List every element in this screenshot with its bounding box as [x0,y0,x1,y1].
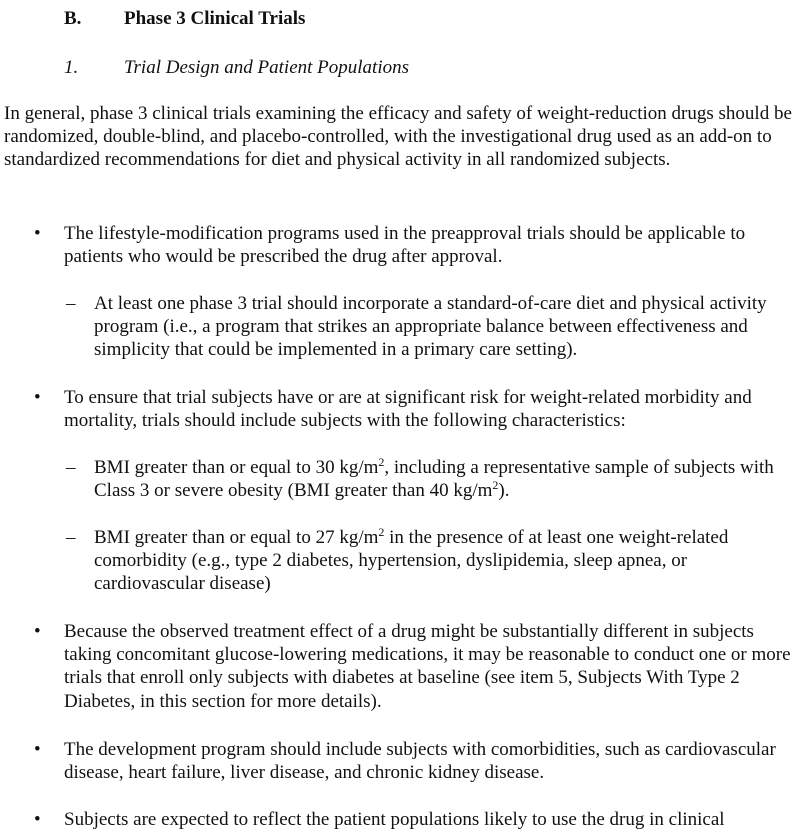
subsection-number: 1. [64,57,79,78]
text-segment: ). [498,480,510,502]
bullet-marker: • [34,739,41,760]
bullet-marker: • [34,621,41,642]
dash-marker: – [66,457,76,478]
superscript: 2 [378,455,385,469]
bullet-text: Because the observed treatment effect of a drug might be substantially different in subjects taking concomitant glucose-lowering medications, it may be reasonable to conduct one or more trials that enroll only subjects with diabetes at baseline (see item 5, Subjects With Type 2 Diabetes, in this section for more details). [64,621,791,712]
subsection-title: Trial Design and Patient Populations [124,57,410,78]
section-title: Phase 3 Clinical Trials [124,8,306,29]
sub-item-bmi-30 [66,455,784,502]
dash-marker: – [66,527,76,548]
bullet-item-glucose [34,620,794,713]
bullet-marker: • [34,387,41,408]
text-segment: , including a representative sample of subjects with Class 3 or severe obesity (BMI greater than 40 kg/m [94,457,774,502]
bullet-item-lifestyle [34,222,794,268]
dash-marker: – [66,293,76,314]
bullet-text: To ensure that trial subjects have or are at significant risk for weight-related morbidity and mortality, trials should include subjects with the following characteristics: [64,387,752,432]
sub-item-text: At least one phase 3 trial should incorporate a standard-of-care diet and physical activity program (i.e., a program that strikes an appropriate balance between effectiveness and simplicity that could be implemented in a primary care setting). [94,293,767,361]
superscript: 2 [378,525,385,539]
bullet-item-populations [34,808,794,831]
section-letter: B. [64,8,82,29]
intro-paragraph: In general, phase 3 clinical trials examining the efficacy and safety of weight-reduction drugs should be randomized, double-blind, and placebo-controlled, with the investigational drug used as an add-on to standardized recommendations for diet and physical activity in all randomized subjects. [4,103,792,171]
bullet-text: The development program should include subjects with comorbidities, such as cardiovascular disease, heart failure, liver disease, and chronic kidney disease. [64,739,776,784]
bullet-item-risk [34,386,794,432]
bullet-text: Subjects are expected to reflect the patient populations likely to use the drug in clinical [64,809,725,830]
sub-item-text [94,456,784,502]
bullet-text: The lifestyle-modification programs used in the preapproval trials should be applicable to patients who would be prescribed the drug after approval. [64,223,746,268]
bullet-item-comorbidities [34,738,794,784]
sub-item-bmi-27 [66,525,784,596]
subsection-heading [64,56,409,79]
sub-item-text [94,526,784,596]
text-segment: in the presence of at least one weight-related comorbidity (e.g., type 2 diabetes, hypertension, dyslipidemia, sleep apnea, or cardiovascular disease) [94,527,729,595]
superscript: 2 [492,478,499,493]
sub-item-standard-of-care [66,292,784,362]
text-segment: BMI greater than or equal to 30 kg/m [94,457,379,478]
section-heading [64,7,305,30]
text-segment: BMI greater than or equal to 27 kg/m [94,527,379,548]
bullet-marker: • [34,809,41,830]
bullet-marker: • [34,223,41,244]
